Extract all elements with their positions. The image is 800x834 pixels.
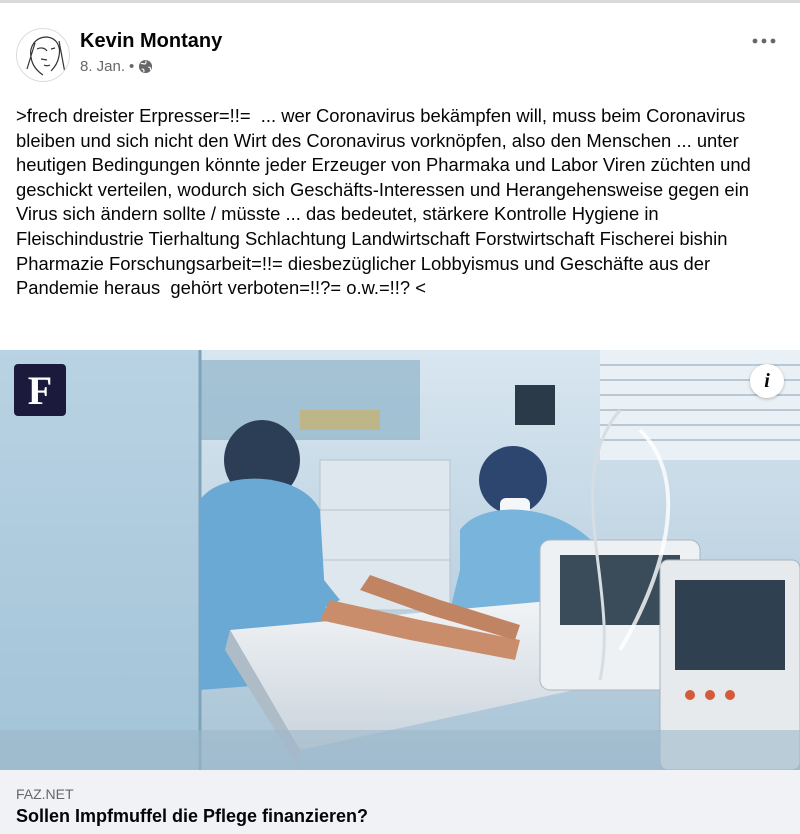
faz-logo: F [14, 364, 66, 416]
top-divider [0, 0, 800, 3]
info-icon[interactable]: i [750, 364, 784, 398]
post-date[interactable]: 8. Jan. [80, 58, 126, 75]
globe-icon [138, 59, 153, 74]
link-preview-image[interactable] [0, 350, 800, 770]
avatar[interactable] [16, 28, 70, 82]
meta-separator: • [129, 58, 135, 75]
post-meta [80, 58, 153, 75]
avatar-sketch-icon [17, 29, 70, 82]
more-options-icon[interactable] [750, 32, 778, 50]
post-text: >frech dreister Erpresser=!!= ... wer Coronavirus bekämpfen will, muss beim Coronavirus bleiben und sich nicht den Wirt des Coronavirus vorknöpfen, also den Menschen ... unter heutigen Bedingungen könnte jeder Erzeuger von Pharmaka und Labor Viren züchten und geschickt verteilen, wodurch sich Geschäfts-Interessen und Herangehensweise gegen ein Virus sich ändern sollte / müsste ... das bedeutet, stärkere Kontrolle Hygiene in Fleischindustrie Tierhaltung Schlachtung Landwirtschaft Forstwirtschaft Fischerei bishin Pharmazie Forschungsarbeit=!!= diesbezüglicher Lobbyismus und Geschäfte aus der Pandemie heraus gehört verboten=!!?= o.w.=!!? < [16, 105, 756, 299]
link-domain: FAZ.NET [16, 786, 74, 802]
link-preview-caption[interactable] [0, 770, 800, 834]
author-name[interactable]: Kevin Montany [80, 30, 223, 52]
link-title[interactable]: Sollen Impfmuffel die Pflege finanzieren? [16, 806, 369, 826]
post-header [16, 26, 784, 86]
hospital-scene-image [0, 350, 800, 770]
